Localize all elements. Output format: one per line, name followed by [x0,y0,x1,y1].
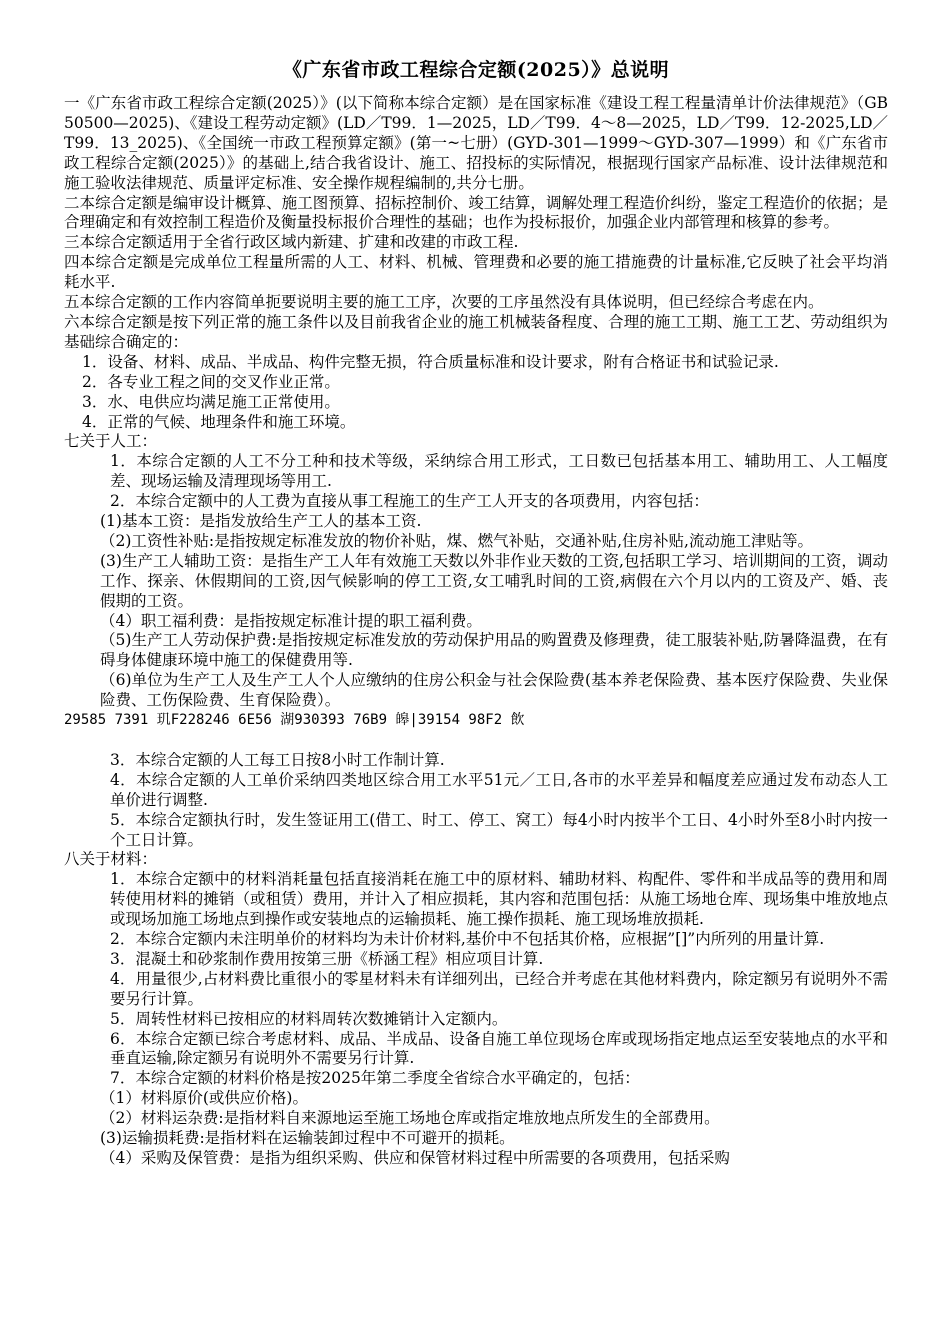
list-item: (3)生产工人辅助工资：是指生产工人年有效施工天数以外非作业天数的工资,包括职工学习、培训期间的工资，调动工作、探亲、休假期间的工资,因气候影响的停工工资,女工哺乳时间的工资,病假在六个月以内的工资及产、婚、丧假期的工资。 [100,551,888,610]
section-heading-materials: 八关于材料： [64,850,158,869]
paragraph-scope: 三本综合定额适用于全省行政区域内新建、扩建和改建的市政工程. [64,233,519,252]
paragraph-conditions: 六本综合定额是按下列正常的施工条件以及目前我省企业的施工机械装备程度、合理的施工工期、施工工艺、劳动组织为基础综合确定的： [64,312,888,351]
list-item: 6．本综合定额已综合考虑材料、成品、半成品、设备自施工单位现场仓库或现场指定地点运至安装地点的水平和垂直运输,除定额另有说明外不需要另行计算. [110,1029,888,1068]
paragraph-work-content: 五本综合定额的工作内容简单扼要说明主要的施工工序，次要的工序虽然没有具体说明，但已经综合考虑在内。 [64,293,824,312]
list-item: 3．水、电供应均满足施工正常使用。 [82,392,340,411]
document-title: 《广东省市政工程综合定额(2025）》总说明 [282,59,670,81]
document-page [64,58,888,1169]
paragraph-general-basis: 一《广东省市政工程综合定额(2025）》(以下简称本综合定额）是在国家标准《建设工程工程量清单计价法律规范》（GB50500—2025)、《建设工程劳动定额》(LD／T99．1—2025，LD／T99．4～8—2025，LD／T99．12-2025,LD／T99．13_2025)、《全国统一市政工程预算定额》(第一~七册）(GYD-301—1999～GYD-307—1999）和《广东省市政工程综合定额(2025）》的基础上,结合我省设计、施工、招投标的实际情况，根据现行国家产品标准、设计法律规范和施工验收法律规范、质量评定标准、安全操作规程编制的,共分七册。 [64,94,888,192]
encoded-text-line: 29585 7391 玑F228246 6E56 湖930393 76B9 皞|39154 98F2 飲 [64,712,525,729]
list-item: (1)基本工资：是指发放给生产工人的基本工资. [100,512,422,531]
blank-line [64,731,888,751]
list-item: 3．混凝土和砂浆制作费用按第三册《桥涵工程》相应项目计算. [110,949,544,968]
list-item: （2)工资性补贴:是指按规定标准发放的物价补贴，煤、燃气补贴，交通补贴,住房补贴,流动施工津贴等。 [100,531,813,550]
list-item: 3．本综合定额的人工每工日按8小时工作制计算. [110,750,445,769]
paragraph-measurement-standard: 四本综合定额是完成单位工程量所需的人工、材料、机械、管理费和必要的施工措施费的计量标准,它反映了社会平均消耗水平. [64,253,888,292]
list-item: 5．本综合定额执行时，发生签证用工(借工、时工、停工、窝工）每4小时内按半个工日、4小时外至8小时内按一个工日计算。 [110,810,888,849]
list-item: 2．本综合定额中的人工费为直接从事工程施工的生产工人开支的各项费用，内容包括： [110,492,709,511]
list-item: 5．周转性材料已按相应的材料周转次数摊销计入定额内。 [110,1009,508,1028]
list-item: （2）材料运杂费:是指材料自来源地运至施工场地仓库或指定堆放地点所发生的全部费用。 [100,1109,720,1128]
list-item: （4）采购及保管费：是指为组织采购、供应和保管材料过程中所需要的各项费用，包括采购 [100,1149,730,1168]
list-item: 2．本综合定额内未注明单价的材料均为未计价材料,基价中不包括其价格，应根据”[]”内所列的用量计算. [110,930,825,949]
list-item: 4．用量很少,占材料费比重很小的零星材料未有详细列出，已经合并考虑在其他材料费内，除定额另有说明外不需要另行计算。 [110,969,888,1008]
list-item: 7．本综合定额的材料价格是按2025年第二季度全省综合水平确定的，包括： [110,1069,640,1088]
list-item: （5)生产工人劳动保护费:是指按规定标准发放的劳动保护用品的购置费及修理费，徒工服装补贴,防暑降温费，在有碍身体健康环境中施工的保健费用等. [100,631,888,670]
list-item: （6)单位为生产工人及生产工人个人应缴纳的住房公积金与社会保险费(基本养老保险费、基本医疗保险费、失业保险费、工伤保险费、生育保险费）。 [100,671,888,710]
list-item: (3)运输损耗费:是指材料在运输装卸过程中不可避开的损耗。 [100,1129,515,1148]
list-item: （1）材料原价(或供应价格)。 [100,1089,308,1108]
list-item: 2．各专业工程之间的交叉作业正常。 [82,372,340,391]
section-heading-labor: 七关于人工： [64,432,158,451]
list-item: 1．设备、材料、成品、半成品、构件完整无损，符合质量标准和设计要求，附有合格证书和试验记录. [82,352,779,371]
list-item: 4．本综合定额的人工单价采纳四类地区综合用工水平51元／工日,各市的水平差异和幅度差应通过发布动态人工单价进行调整. [110,770,888,809]
list-item: （4）职工福利费：是指按规定标准计提的职工福利费。 [100,611,482,630]
list-item: 4．正常的气候、地理条件和施工环境。 [82,412,356,431]
list-item: 1．本综合定额的人工不分工种和技术等级，采纳综合用工形式，工日数已包括基本用工、辅助用工、人工幅度差、现场运输及清理现场等用工. [110,452,888,491]
list-item: 1．本综合定额中的材料消耗量包括直接消耗在施工中的原材料、辅助材料、构配件、零件和半成品等的费用和周转使用材料的摊销（或租赁）费用，并计入了相应损耗，其内容和范围包括：从施工场地仓库、现场集中堆放地点或现场加施工场地点到操作或安装地点的运输损耗、施工操作损耗、施工现场堆放损耗. [110,870,888,929]
paragraph-purpose: 二本综合定额是编审设计概算、施工图预算、招标控制价、竣工结算，调解处理工程造价纠纷，鉴定工程造价的依据；是合理确定和有效控制工程造价及衡量投标报价合理性的基础；也作为投标报价，加强企业内部管理和核算的参考。 [64,193,888,232]
